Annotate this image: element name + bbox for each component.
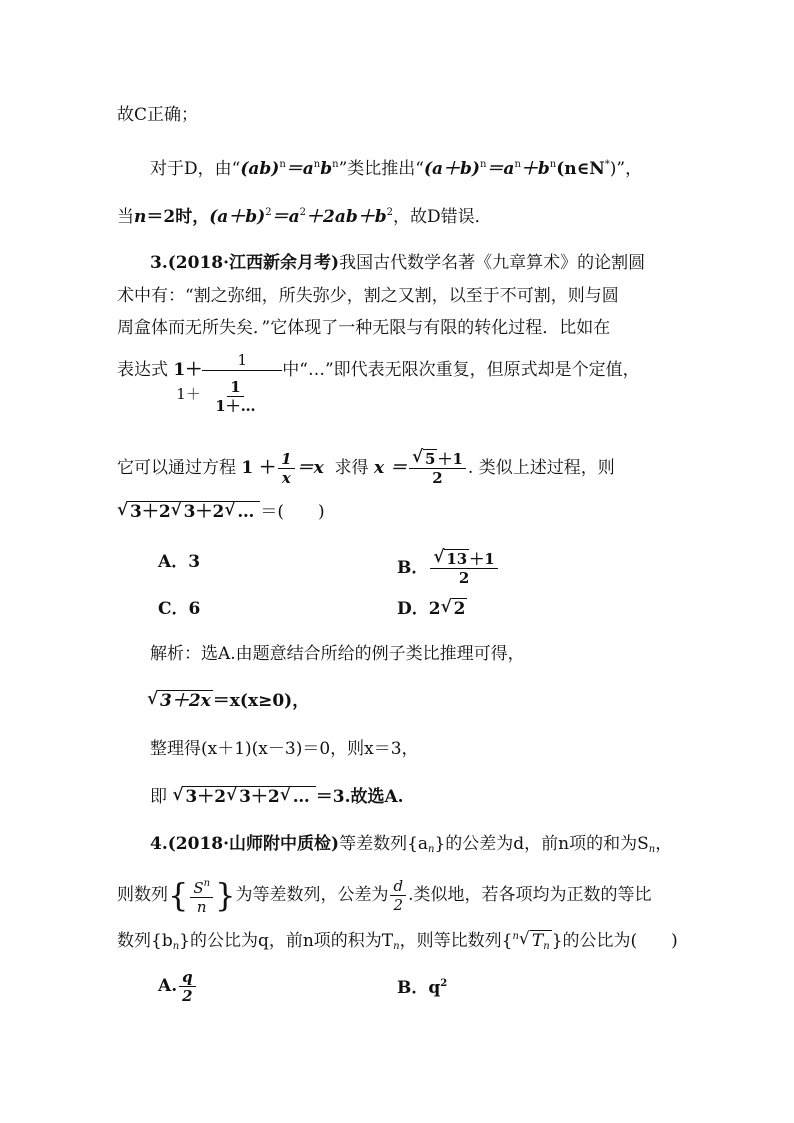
sqrt <box>147 689 213 713</box>
radicand: 3＋2 <box>185 787 227 807</box>
radicand: 2 <box>453 599 466 619</box>
text: 数列{b <box>117 931 173 951</box>
math: n <box>543 941 550 952</box>
fraction <box>179 968 196 1005</box>
solution-line <box>150 785 684 809</box>
solution-line <box>150 737 684 761</box>
radicand: … <box>237 502 255 522</box>
fraction-denominator: x <box>281 469 291 487</box>
fraction-numerator: 1 <box>278 450 294 469</box>
text: ，则等比数列{ <box>399 931 513 951</box>
math: n <box>428 844 435 855</box>
text-line <box>117 875 684 916</box>
sqrt <box>433 550 469 568</box>
math: ＋2ab＋b <box>305 207 387 227</box>
fraction-numerator: ＋1 <box>469 550 495 568</box>
math: 2 <box>440 978 448 989</box>
text-line <box>117 351 684 415</box>
radicand: 3＋2 <box>130 502 171 522</box>
question-3-line <box>150 251 684 275</box>
fraction-numerator: d <box>390 877 406 896</box>
text: )”， <box>609 159 643 179</box>
text: ， <box>655 834 673 854</box>
text-line <box>117 450 684 487</box>
radicand: … <box>292 787 310 807</box>
option-label: B． <box>397 558 429 578</box>
fraction <box>409 450 466 487</box>
text: ＝( ) <box>260 502 325 522</box>
math: n <box>134 207 147 227</box>
radicand: 3＋2 <box>183 502 225 522</box>
text-line <box>117 316 684 340</box>
fraction-numerator: 1 <box>237 351 248 369</box>
math: n <box>393 941 400 952</box>
text: 则数列 <box>117 885 168 905</box>
math: n <box>479 159 487 170</box>
text: . 类似上述过程，则 <box>467 458 615 478</box>
math: ＝a <box>285 159 314 179</box>
text: 求得 <box>334 458 369 478</box>
fraction <box>190 875 213 916</box>
sqrt <box>441 597 468 621</box>
option-b <box>397 550 500 587</box>
root-index: n <box>512 931 519 942</box>
text: }的公比为( ) <box>551 931 678 951</box>
option-label: A. <box>158 976 178 996</box>
math: ＋b <box>520 159 550 179</box>
math: n <box>549 159 557 170</box>
question-source: (2018·江西新余月考) <box>167 253 340 273</box>
right-brace: } <box>215 876 236 915</box>
math: n <box>332 159 339 170</box>
text: ，故D错误． <box>392 207 492 227</box>
math: 2 <box>386 207 393 218</box>
fraction-numerator: ＋1 <box>437 450 463 468</box>
radicand: 5 <box>425 450 436 468</box>
text: 表达式 <box>117 360 168 380</box>
question-4-line <box>150 832 684 862</box>
text-line <box>117 103 684 127</box>
math: 2 <box>265 207 272 218</box>
sqrt <box>171 500 259 524</box>
math: 2 <box>299 207 306 218</box>
continued-fraction <box>176 351 282 415</box>
math: n <box>172 941 180 952</box>
text-line <box>117 284 684 308</box>
math: 1＋ <box>173 360 203 380</box>
fraction-denominator: 2 <box>432 469 443 487</box>
text: 即 <box>150 787 167 807</box>
solution-line <box>150 642 684 666</box>
math: (a＋b) <box>423 159 480 179</box>
nested-sqrt <box>172 785 315 809</box>
text: .类似地，若各项均为正数的等比 <box>408 885 652 905</box>
math: n <box>514 159 521 170</box>
text: 故C正确； <box>117 105 199 125</box>
text: 当 <box>117 207 134 227</box>
sqrt <box>224 500 256 524</box>
question-number: 3. <box>150 253 168 273</box>
text: }的公差为d，前n项的和为S <box>434 834 649 854</box>
text: ”类比推出“ <box>338 159 424 179</box>
text: 它可以通过方程 <box>117 458 236 478</box>
option-a <box>158 968 198 1005</box>
radicand: 3＋2x <box>160 691 211 711</box>
left-brace: { <box>168 876 189 915</box>
math: ＝x(x≥0)， <box>212 691 310 711</box>
math: (ab) <box>240 159 280 179</box>
fraction-denominator: 2 <box>458 569 470 587</box>
option-b <box>397 972 447 1000</box>
math: * <box>604 159 610 170</box>
inner-fraction <box>212 378 258 415</box>
text: }的公比为q，前n项的积为T <box>179 931 394 951</box>
text: 中“…”即代表无限次重复，但原式却是个定值， <box>282 360 640 380</box>
text: 整理得(x＋1)(x－3)＝0，则x＝3， <box>150 739 419 759</box>
radicand: 3＋2 <box>239 787 280 807</box>
fraction-denominator: 2 <box>393 896 404 914</box>
math: n <box>313 159 321 170</box>
text-line <box>117 201 684 229</box>
math: (a＋b) <box>209 207 266 227</box>
question-number: 4. <box>150 834 168 854</box>
math: ＝a <box>486 159 515 179</box>
text: 等差数列{a <box>339 834 429 854</box>
fraction-numerator: 1 <box>227 378 243 397</box>
option-d <box>397 597 467 621</box>
text: 对于D，由“ <box>150 159 241 179</box>
fraction-denominator: 2 <box>182 987 193 1005</box>
fraction-denominator: 1＋… <box>215 397 256 415</box>
option-label: D．2 <box>397 599 441 619</box>
fraction <box>390 877 406 914</box>
text-line <box>117 925 684 959</box>
sqrt <box>412 450 437 468</box>
text: 周盒体而无所失矣．”它体现了一种无限与有限的转化过程．比如在 <box>117 318 611 338</box>
fraction-numerator: q <box>179 968 196 987</box>
sqrt <box>280 785 312 809</box>
math: n <box>279 159 286 170</box>
text: ＝2时， <box>146 207 210 227</box>
math: (n∈N <box>556 159 605 179</box>
math: x ＝ <box>373 458 408 478</box>
solution-line <box>147 689 684 713</box>
fraction-denominator: n <box>196 898 207 916</box>
sqrt <box>226 785 314 809</box>
text-line <box>117 500 684 524</box>
math: n <box>648 844 656 855</box>
text: 解析：选A.由题意结合所给的例子类比推理可得， <box>150 644 525 664</box>
fraction <box>430 550 497 587</box>
option-a: A．3 <box>158 552 201 572</box>
text: 术中有：“割之弥细，所失弥少，割之又割，以至于不可割，则与圆 <box>117 286 619 306</box>
question-source: (2018·山师附中质检) <box>167 834 340 854</box>
text: 我国古代数学名著《九章算术》的论割圆 <box>339 253 646 273</box>
math: b <box>320 159 333 179</box>
nth-root <box>519 929 552 959</box>
radicand: 13 <box>446 550 468 568</box>
fraction-denominator: 1＋ <box>176 385 201 403</box>
text: 为等差数列，公差为 <box>235 885 389 905</box>
math: n <box>203 878 211 889</box>
math: ＝a <box>271 207 300 227</box>
radicand: T <box>531 931 544 951</box>
fraction <box>278 450 294 487</box>
option-label: B．q <box>397 978 441 998</box>
fraction-bar <box>202 370 282 371</box>
nested-sqrt <box>117 500 260 524</box>
math: ＝x <box>296 458 324 478</box>
math: 1 ＋ <box>241 458 277 478</box>
text-line <box>150 153 684 181</box>
fraction-numerator: S <box>193 879 204 897</box>
option-c: C．6 <box>158 599 201 619</box>
math: ＝3.故选A. <box>315 787 404 807</box>
